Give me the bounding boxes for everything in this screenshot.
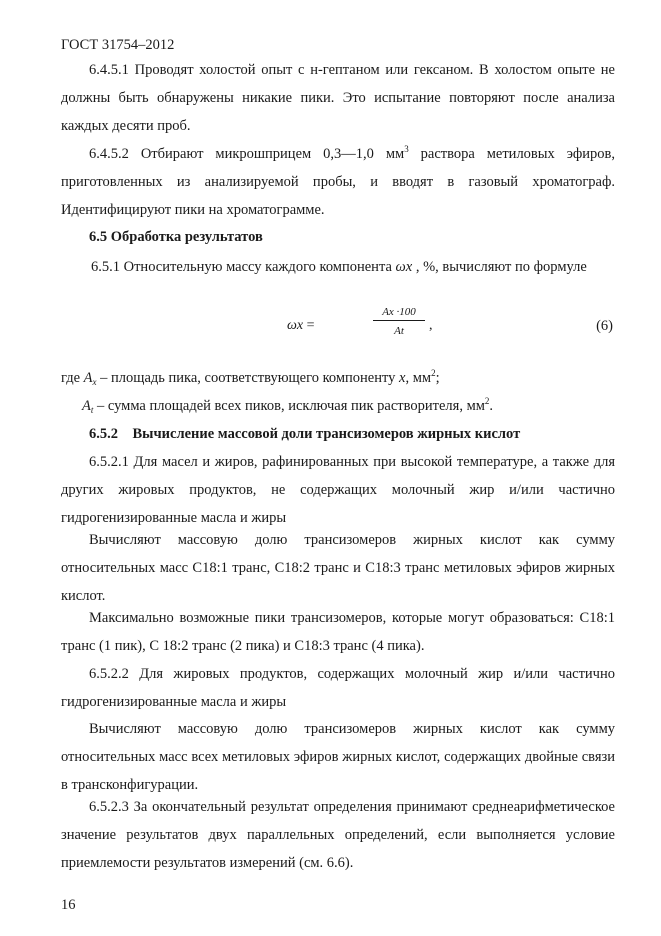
omega-symbol: ωx [395,259,413,275]
text-run: где [61,370,84,386]
paragraph-6-5-2-2-calc: Вычисляют массовую долю трансизомеров жирных кислот как сумму относительных масс всех метиловых эфиров жирных кислот, содержащих двойные связи в трансконфигурации. [61,721,615,793]
subscript-t: t [90,405,94,415]
formula-lhs-symbol: ωx [287,318,304,333]
paragraph-6-5-1 [61,253,615,281]
formula-fraction [373,306,425,337]
superscript: 2 [484,396,490,406]
text-run: ; [435,370,440,386]
formula-lhs [287,318,315,334]
superscript: 2 [431,368,436,378]
formula-comma: , [429,318,433,333]
paragraph-6-5-2-3: 6.5.2.3 За окончательный результат определения принимают среднеарифметическое значение результатов двух параллельных определений, если выполняется условие приемлемости результатов измерений (см. 6.6). [61,799,615,871]
formula-numerator: Ax ·100 [373,306,425,321]
text-run: раствора метиловых эфиров, приготовленных из анализируемой пробы, и вводят в газовый хроматограф. Идентифицируют пики на хроматограмме. [61,146,615,218]
text-run: – площадь пика, соответствующего компоненту [96,370,400,386]
text-run: , мм [405,370,432,386]
paragraph-6-4-5-2 [61,140,615,224]
formula-denominator: At [394,325,404,337]
formula-number: (6) [596,318,613,334]
superscript: 3 [404,144,409,154]
text-run: , %, вычисляют по формуле [412,259,587,275]
formula-equals: = [306,318,315,333]
section-heading-6-5: 6.5 Обработка результатов [89,229,263,245]
paragraph-6-5-2-1-calc: Вычисляют массовую долю трансизомеров жирных кислот как сумму относительных масс С18:1 транс, С18:2 транс и С18:3 транс метиловых эфиров жирных кислот. [61,532,615,604]
formula-6 [61,304,615,350]
paragraph-6-4-5-1: 6.4.5.1 Проводят холостой опыт с н-гептаном или гексаном. В холостом опыте не должны быть обнаружены никакие пики. Это испытание повторяют после анализа каждых десяти проб. [61,62,615,134]
text-run: . [489,398,494,414]
page-number: 16 [61,897,76,913]
symbol-a: A [82,398,91,414]
text-run: 6.4.5.2 Отбирают микрошприцем 0,3—1,0 мм [89,146,405,162]
paragraph-6-5-2-2: 6.5.2.2 Для жировых продуктов, содержащих молочный жир и/или частично гидрогенизированные масла и жиры [61,666,615,710]
text-run: 6.5.1 Относительную массу каждого компонента [91,259,396,275]
symbol-x: x [399,370,406,386]
definition-at [82,392,615,420]
paragraph-6-5-2-1: 6.5.2.1 Для масел и жиров, рафинированных при высокой температуре, а также для других жировых продуктов, не содержащих молочный жир и/или частично гидрогенизированные масла и жиры [61,454,615,526]
paragraph-6-5-2-1-max: Максимально возможные пики трансизомеров, которые могут образоваться: С18:1 транс (1 пик), С 18:2 транс (2 пика) и С18:3 транс (4 пика). [61,610,615,654]
section-heading-6-5-2: 6.5.2 Вычисление массовой доли трансизомеров жирных кислот [89,426,521,442]
standard-header: ГОСТ 31754–2012 [61,37,175,53]
symbol-a: A [83,370,93,386]
definition-ax [61,364,615,392]
subscript-x: x [92,377,97,387]
text-run: – сумма площадей всех пиков, исключая пик растворителя, мм [93,398,485,414]
